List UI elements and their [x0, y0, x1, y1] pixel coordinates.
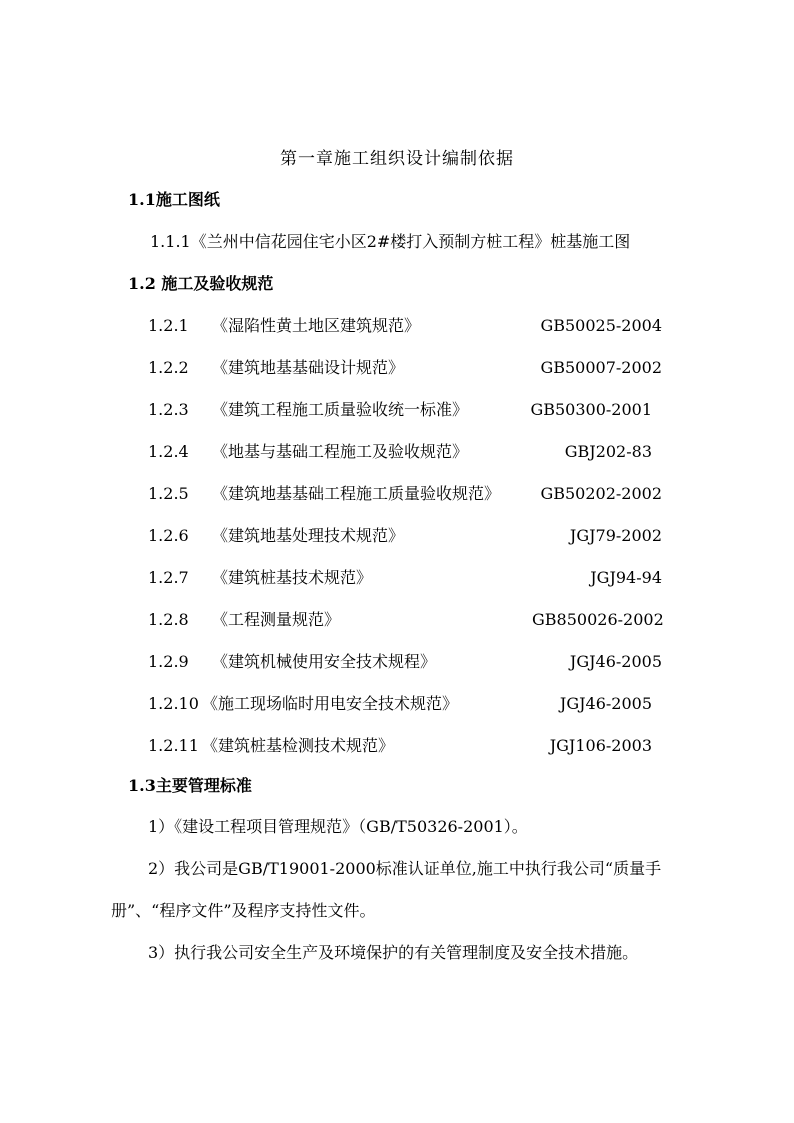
standard-number: 1.2.9 — [148, 652, 189, 671]
standard-title: 《建筑机械使用安全技术规程》 — [212, 652, 437, 671]
standard-number: 1.2.3 — [148, 400, 189, 419]
standard-code: JGJ46-2005 — [559, 694, 652, 713]
section-heading-1-3: 1.3主要管理标准 — [128, 776, 252, 795]
standard-title: 《地基与基础工程施工及验收规范》 — [212, 442, 469, 461]
management-item: 1）《建设工程项目管理规范》（GB/T50326-2001）。 — [148, 817, 528, 836]
section-heading-1-1: 1.1施工图纸 — [128, 190, 220, 209]
standard-title: 《建筑地基基础设计规范》 — [212, 358, 405, 377]
standard-title: 《工程测量规范》 — [212, 610, 341, 629]
section-heading-1-2: 1.2 施工及验收规范 — [128, 274, 274, 293]
standard-title: 《建筑地基基础工程施工质量验收规范》 — [212, 484, 501, 503]
standard-code: GB50202-2002 — [540, 484, 662, 503]
drawing-reference: 1.1.1《兰州中信花园住宅小区2#楼打入预制方桩工程》桩基施工图 — [150, 232, 631, 251]
standard-number: 1.2.5 — [148, 484, 189, 503]
chapter-title: 第一章施工组织设计编制依据 — [280, 149, 514, 169]
standard-code: JGJ46-2005 — [569, 652, 662, 671]
standard-title: 《建筑工程施工质量验收统一标准》 — [212, 400, 469, 419]
management-item: 2）我公司是GB/T19001-2000标准认证单位,施工中执行我公司“质量手册”、“程序文件”及程序支持性文件。 — [111, 859, 662, 920]
standard-title: 《湿陷性黄土地区建筑规范》 — [212, 316, 421, 335]
standard-title: 《建筑桩基检测技术规范》 — [202, 736, 395, 755]
standard-title: 《建筑桩基技术规范》 — [212, 568, 373, 587]
standard-number: 1.2.11 — [148, 736, 199, 755]
standard-code: JGJ106-2003 — [549, 736, 652, 755]
standard-code: GB850026-2002 — [532, 610, 664, 629]
standard-number: 1.2.6 — [148, 526, 189, 545]
standard-code: GB50025-2004 — [540, 316, 662, 335]
standard-number: 1.2.10 — [148, 694, 199, 713]
standard-code: GB50007-2002 — [540, 358, 662, 377]
standard-number: 1.2.7 — [148, 568, 189, 587]
standard-title: 《建筑地基处理技术规范》 — [212, 526, 405, 545]
standard-code: GB50300-2001 — [530, 400, 652, 419]
management-item: 3）执行我公司安全生产及环境保护的有关管理制度及安全技术措施。 — [148, 943, 639, 962]
standard-number: 1.2.8 — [148, 610, 189, 629]
standard-code: GBJ202-83 — [564, 442, 652, 461]
standard-title: 《施工现场临时用电安全技术规范》 — [202, 694, 459, 713]
standard-number: 1.2.2 — [148, 358, 189, 377]
standard-number: 1.2.1 — [148, 316, 189, 335]
standard-code: JGJ79-2002 — [569, 526, 662, 545]
standard-code: JGJ94-94 — [590, 568, 662, 587]
standard-number: 1.2.4 — [148, 442, 189, 461]
